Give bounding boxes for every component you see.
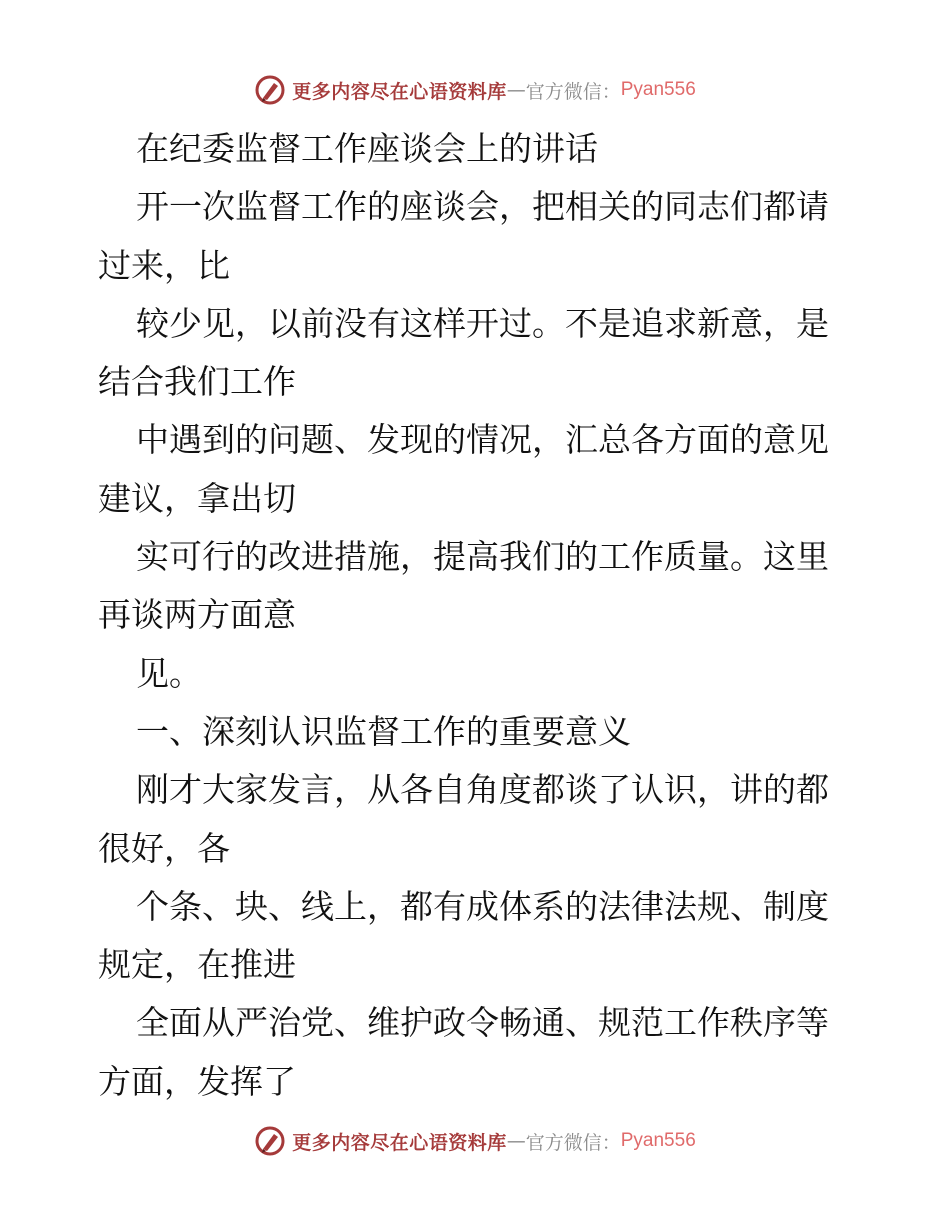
- footer-banner: [0, 1123, 950, 1159]
- text-line: 在纪委监督工作座谈会上的讲话: [136, 129, 598, 168]
- banner-account: Pyan556: [620, 79, 696, 100]
- header-banner: [0, 72, 950, 108]
- text-line: 较少见，以前没有这样开过。不是追求新意，是: [136, 303, 829, 343]
- pen-logo-icon: [254, 1125, 286, 1157]
- text-line: 方面，发挥了: [98, 1061, 296, 1101]
- text-line: 再谈两方面意: [98, 595, 296, 635]
- text-line: 一、深刻认识监督工作的重要意义: [136, 711, 631, 751]
- banner-account: Pyan556: [620, 1130, 696, 1151]
- text-line: 全面从严治党、维护政令畅通、规范工作秩序等: [136, 1003, 829, 1043]
- banner-separator: —: [506, 1130, 526, 1152]
- banner-text: 更多内容尽在心语资料库: [292, 80, 507, 103]
- text-line: 过来，比: [98, 245, 230, 285]
- text-line: 建议，拿出切: [98, 478, 296, 518]
- text-line: 结合我们工作: [98, 362, 296, 402]
- text-line: 很好，各: [98, 828, 230, 868]
- banner-wechat-label: 官方微信：: [525, 1131, 621, 1154]
- text-line: 刚才大家发言，从各自角度都谈了认识，讲的都: [136, 770, 829, 810]
- text-line: 中遇到的问题、发现的情况，汇总各方面的意见: [136, 420, 829, 460]
- text-line: 开一次监督工作的座谈会，把相关的同志们都请: [136, 187, 829, 227]
- banner-text: 更多内容尽在心语资料库: [292, 1131, 507, 1154]
- banner-separator: —: [506, 79, 526, 101]
- text-line: 见。: [136, 653, 202, 693]
- pen-logo-icon: [254, 74, 286, 106]
- text-line: 规定，在推进: [98, 945, 296, 985]
- banner-wechat-label: 官方微信：: [525, 80, 621, 103]
- text-line: 个条、块、线上，都有成体系的法律法规、制度: [136, 886, 829, 926]
- text-line: 实可行的改进措施，提高我们的工作质量。这里: [136, 537, 829, 577]
- document-body: [98, 120, 858, 1111]
